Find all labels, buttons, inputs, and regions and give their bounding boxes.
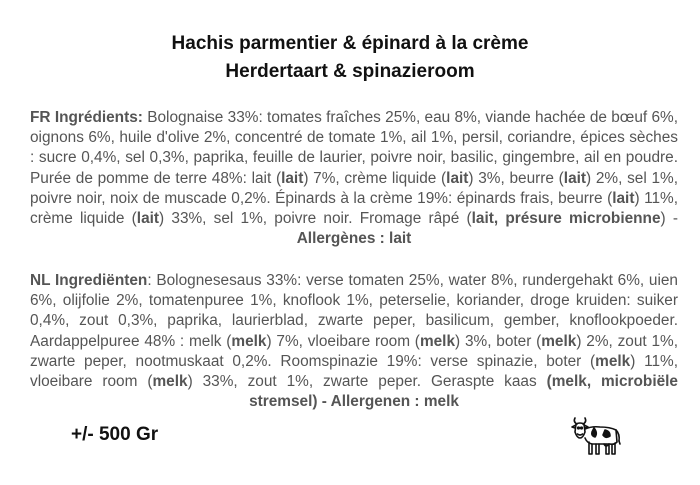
allergen-highlight: melk	[152, 373, 188, 391]
ingredients-fr-text: ) -	[660, 210, 678, 228]
allergen-highlight: lait	[563, 169, 587, 187]
ingredients-fr-text: ) 7%, crème liquide (	[303, 169, 447, 187]
allergen-highlight: melk	[595, 352, 631, 370]
ingredients-nl-heading: NL Ingrediënten	[30, 272, 148, 289]
allergens-nl: (melk, microbiële stremsel) - Allergenen : melk	[249, 373, 678, 411]
product-title-fr: Hachis parmentier & épinard à la crème	[171, 33, 529, 54]
ingredients-nl-text: ) 11%, vloeibare room (	[30, 352, 679, 391]
product-title-nl: Herdertaart & spinazieroom	[225, 61, 475, 82]
allergen-highlight: lait	[612, 189, 635, 207]
ingredients-nl-text: : Bolognesesaus 33%: verse tomaten 25%, water 8%, rundergehakt 6%, uien 6%, olijfolie 2%, tomatenpuree 1%, knoflook 1%, peterselie, koriander, droge kruiden: suiker 0,4%, zout 0,3%, paprika, laurierblad, zwarte peper, basilicum, gember, knoflookpoeder. Aardappelpuree 48% : melk (	[30, 272, 678, 350]
ingredients-nl-text: ) 3%, boter (	[455, 332, 542, 350]
allergen-highlight: melk	[419, 332, 456, 350]
allergen-highlight: lait, présure microbienne	[471, 210, 661, 228]
ingredients-nl-text: ) 7%, vloeibare room (	[266, 332, 420, 350]
ingredients-fr-text: ) 2%, sel 1%, poivre noir, noix de muscade 0,2%. Épinards à la crème 19%: épinards frais, beurre (	[30, 169, 678, 207]
ingredients-fr-text: ) 3%, beurre (	[468, 169, 564, 187]
cow-icon	[570, 414, 622, 458]
net-weight: +/- 500 Gr	[71, 424, 159, 445]
ingredients-fr-text: ) 11%, crème liquide (	[30, 189, 679, 228]
allergen-highlight: melk	[231, 332, 267, 350]
allergen-highlight: lait	[281, 169, 304, 187]
ingredients-fr-text: ) 33%, sel 1%, poivre noir. Fromage râpé (	[159, 210, 472, 228]
ingredients-fr-heading: FR Ingrédients:	[30, 109, 143, 126]
allergen-highlight: melk	[541, 332, 577, 350]
allergen-highlight: lait	[446, 169, 469, 187]
allergens-fr: Allergènes : lait	[296, 230, 412, 248]
ingredients-fr	[30, 108, 678, 249]
ingredients-nl-text: ) 2%, zout 1%, zwarte peper, nootmuskaat 0,2%. Roomspinazie 19%: verse spinazie, boter (	[30, 332, 678, 370]
ingredients-fr-text: Bolognaise 33%: tomates fraîches 25%, eau 8%, viande hachée de bœuf 6%, oignons 6%, huile d'olive 2%, concentré de tomate 1%, ail 1%, persil, coriandre, épices sèches : sucre 0,4%, sel 0,3%, paprika, feuille de laurier, poivre noir, basilic, gingembre, ail en poudre. Purée de pomme de terre 48%: lait (	[30, 109, 678, 187]
ingredients-nl	[30, 271, 678, 412]
ingredients-nl-text: ) 33%, zout 1%, zwarte peper. Geraspte kaas	[187, 373, 547, 391]
allergen-highlight: lait	[136, 210, 160, 228]
